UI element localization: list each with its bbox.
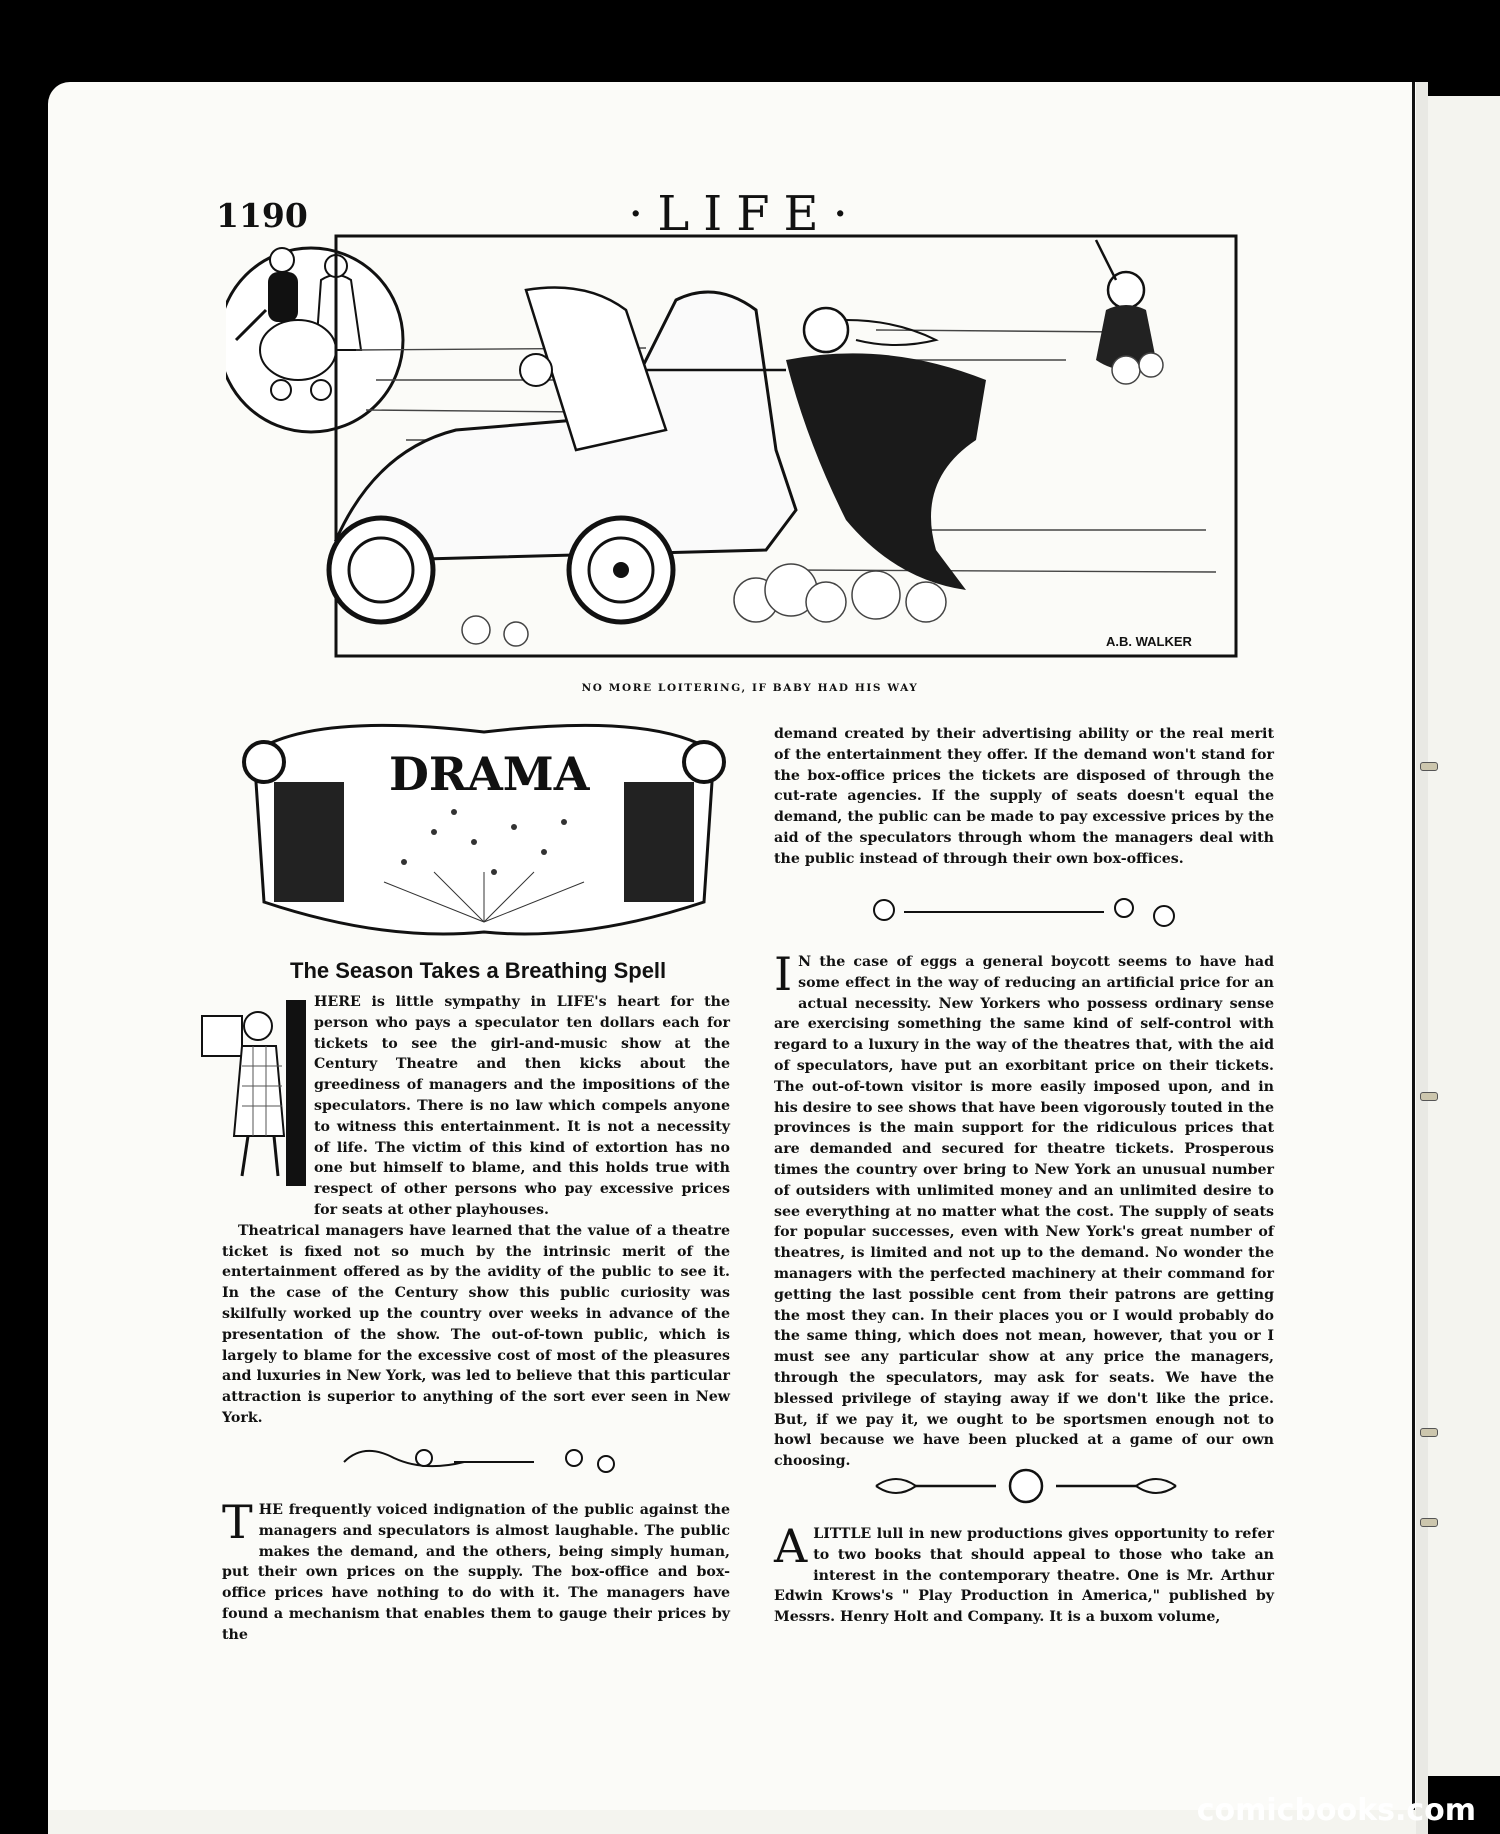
page-number: 1190 xyxy=(216,196,308,235)
artist-signature: A.B. WALKER xyxy=(1106,634,1192,649)
divider-ornament xyxy=(864,890,1194,934)
paragraph-text: LITTLE lull in new productions gives opportunity to refer to two books that should appeal to those who take an interest in the contemporary theatre. One is Mr. Arthur Edwin Krows's " Play Production in America," published by Messrs. Henry Holt and Company. It is a buxom volume, xyxy=(774,1526,1274,1626)
drama-banner-illustration xyxy=(234,722,734,938)
paragraph: demand created by their advertising ability or the real merit of the entertainment they offer. If the demand won't stand for the box-office prices the tickets are disposed of through the cut-rate agencies. If the supply of seats doesn't equal the demand, the public can be made to pay excessive prices by the aid of the speculators through whom the managers deal with the public instead of through their own box-offices. xyxy=(774,726,1274,867)
right-column-middle xyxy=(774,947,1274,1472)
spine-edge-line xyxy=(1412,82,1415,1834)
left-column-lower xyxy=(222,1495,730,1646)
paragraph-text: N the case of eggs a general boycott seems to have had some effect in the way of reducing an artificial price for an actual necessity. New Yorkers who possess ordinary sense are exercising something the same kind of self-control with regard to a luxury in the way of the theatres that, with the aid of speculators, have put an exorbitant price on their tickets. The out-of-town visitor is more easily imposed upon, and in his desire to see shows that have been vigorously touted in the provinces is the main support for the ridiculous prices that are demanded and secured for theatre tickets. Prosperous times the country over bring to New York an unusual number of outsiders with unlimited money and an unlimited desire to see everything at no matter what the cost. The supply of seats for popular successes, even with New York's great number of theatres, is limited and not up to the demand. No wonder the managers with the perfected machinery at their command for getting the last possible cent from their patrons are getting the most they can. In their places you or I would probably do the same thing, which does not mean, however, that you or I must see any particular show at any price the managers, through the speculators, may ask for seats. We have the blessed privilege of staying away if we don't like the price. But, if we pay it, we ought to be sportsmen enough not to howl because we have been plucked at a game of our own choosing. xyxy=(774,954,1274,1470)
paragraph: Theatrical managers have learned that the value of a theatre ticket is fixed not so much by the intrinsic merit of the entertainment offered as by the avidity of the public to see it. In the case of the Century show this public curiosity was skilfully worked up the country over weeks in advance of the presentation of the show. The out-of-town public, which is largely to blame for the excessive cost of most of the pleasures and luxuries in New York, was led to believe that this particular attraction is superior to anything of the sort ever seen in New York. xyxy=(222,1222,730,1426)
binding-thread xyxy=(1420,1428,1438,1437)
right-column-lower xyxy=(774,1519,1274,1628)
article-headline: The Season Takes a Breathing Spell xyxy=(290,958,667,983)
cartoon-caption: NO MORE LOITERING, IF BABY HAD HIS WAY xyxy=(581,682,919,694)
paragraph-text: HERE is little sympathy in LIFE's heart for the person who pays a speculator ten dollars each for tickets to see the girl-and-music show at the Century Theatre and then kicks about the greediness of managers and the impositions of the speculators. There is no law which compels anyone to witness this entertainment. It is not a necessity of life. The victim of this kind of extortion has no one but himself to blame, and this holds true with respect of other persons who pay excessive prices for seats at other playhouses. xyxy=(314,994,730,1218)
paragraph xyxy=(222,1495,730,1646)
divider-ornament xyxy=(866,1464,1186,1508)
watermark: comicbooks.com xyxy=(1196,1793,1476,1828)
masthead: ·LIFE· xyxy=(628,186,862,242)
drop-cap: T xyxy=(222,1495,253,1549)
binding-thread xyxy=(1420,1092,1438,1101)
paragraph-text: HE frequently voiced indignation of the public against the managers and speculators is almost laughable. The public makes the demand, and the others, being simply human, put their own prices on the supply. The box-office and box-office prices have nothing to do with it. The managers have found a mechanism that enables them to gauge their prices by the xyxy=(222,1502,730,1643)
cartoon-illustration xyxy=(226,230,1242,670)
drop-cap: I xyxy=(774,947,793,1001)
next-page-edge xyxy=(1428,96,1500,1776)
page-spine xyxy=(1416,82,1428,1834)
right-column xyxy=(774,724,1274,870)
binding-thread xyxy=(1420,1518,1438,1527)
drop-cap: A xyxy=(774,1519,808,1573)
binding-thread xyxy=(1420,762,1438,771)
left-column xyxy=(222,992,730,1429)
paragraph xyxy=(774,1519,1274,1628)
paragraph xyxy=(774,947,1274,1472)
paragraph xyxy=(222,992,730,1221)
drama-banner-title: DRAMA xyxy=(389,747,590,801)
divider-ornament xyxy=(334,1438,634,1478)
